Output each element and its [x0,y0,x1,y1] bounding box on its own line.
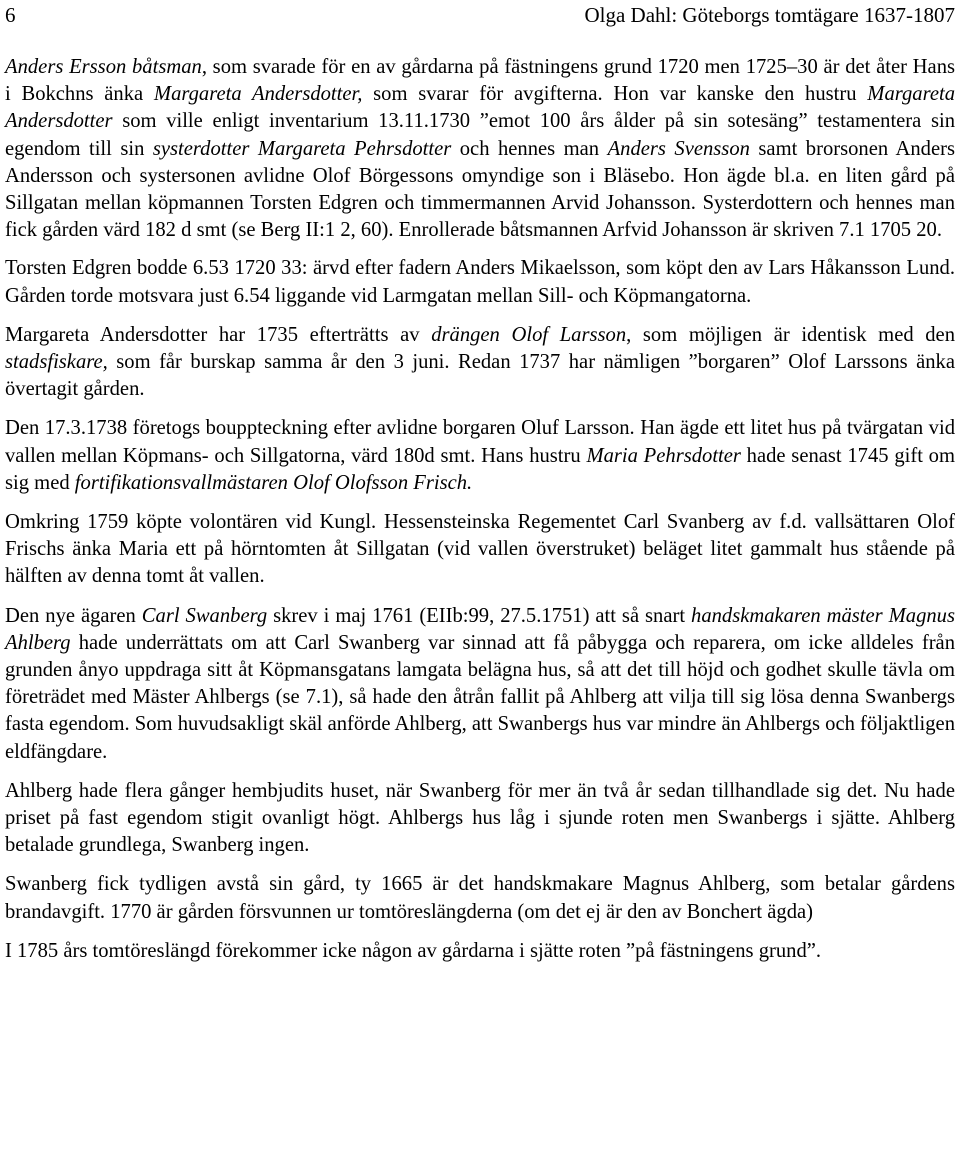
paragraph [5,871,955,925]
paragraph [5,54,955,244]
text-run: Den nye ägaren [5,604,142,627]
paragraph [5,938,955,965]
paragraph [5,415,955,497]
text-run: som svarar för avgifterna. Hon var kanske den hustru [362,83,868,106]
paragraph [5,778,955,860]
text-run: som får burskap samma år den 3 juni. Redan 1737 har nämligen ”borgaren” Olof Larssons änka övertagit gården. [5,351,955,401]
text-run: , som svarade för en av gårdarna på fästningens grund 1720 men 1725–30 är det åter Hans i Bokchns änka [5,56,956,106]
text-run: Torsten Edgren bodde 6.53 1720 33: ärvd efter fadern Anders Mikaelsson, som köpt den av Lars Håkansson Lund. Gården torde motsvara just 6.54 liggande vid Larmgatan mellan Sill- och Köpmangatorna. [5,257,955,307]
italic-text: systerdotter Margareta Pehrsdotter [152,137,452,160]
italic-text: Margareta Andersdotter, [153,83,363,106]
text-run: samt brorsonen Anders Andersson och systersonen avlidne Olof Börgessons omyndige son i Bläsebo. Hon ägde bl.a. en liten gård på Sillgatan mellan köpmannen Torsten Edgren och timmermannen Arvid Johansson. Systerdottern och hennes man fick gården värd 182 d smt (se Berg II:1 2, 60). Enrollerade båtsmannen Arfvid Johansson är skriven 7.1 1705 20. [5,137,955,242]
italic-text: handskmakaren mäster Magnus Ahlberg [5,604,955,654]
paragraph [5,322,955,404]
text-run: Swanberg fick tydligen avstå sin gård, ty 1665 är det handskmakare Magnus Ahlberg, som betalar gårdens brandavgift. 1770 är gården försvunnen ur tomtöreslängderna (om det ej är den av Bonchert ägda) [5,873,955,923]
text-run: I 1785 års tomtöreslängd förekommer icke någon av gårdarna i sjätte roten ”på fästningens grund”. [5,939,822,962]
text-run: som ville enligt inventarium 13.11.1730 ”emot 100 års ålder på sin sotesäng” testamentera sin egendom till sin [5,110,955,160]
paragraph [5,509,955,591]
text-run: Ahlberg hade flera gånger hembjudits huset, när Swanberg för mer än två år sedan tillhandlade sig det. Nu hade priset på fast egendom stigit ovanligt högt. Ahlbergs hus låg i sjunde roten men Swanbergs i sjätte. Ahlberg betalade grundlega, Swanberg ingen. [5,779,955,857]
paragraph [5,603,955,766]
text-run: hade senast 1745 gift om sig med [5,444,955,494]
page-number: 6 [5,3,16,27]
italic-text: Carl Swanberg [141,604,268,627]
text-run: Margareta Andersdotter har 1735 efterträtts av [5,323,432,346]
italic-text: Maria Pehrsdotter [586,444,741,467]
text-run: Den 17.3.1738 företogs bouppteckning efter avlidne borgaren Oluf Larsson. Han ägde ett litet hus på tvärgatan vid vallen mellan Köpmans- och Sillgatorna, värd 180d smt. Hans hustru [5,417,955,467]
text-run: , som möjligen är identisk med den [626,323,955,346]
text-run: Omkring 1759 köpte volontären vid Kungl. Hessensteinska Regementet Carl Svanberg av f.d. vallsättaren Olof Frischs änka Maria ett på hörntomten åt Sillgatan (vid vallen överstruket) beläget litet gammalt hus stående på hälften av denna tomt åt vallen. [5,511,955,588]
body-text [5,54,955,977]
italic-text: Margareta Andersdotter [5,83,956,133]
text-run: skrev i maj 1761 (EIIb:99, 27.5.1751) att så snart [267,604,692,627]
italic-text: fortifikationsvallmästaren Olof Olofsson Frisch. [74,471,473,494]
italic-text: Anders Ersson båtsman [5,56,202,78]
text-run: hade underrättats om att Carl Swanberg var sinnad att få påbygga och reparera, om icke alldeles från grunden ånyo uppdraga sitt åt Köpmansgatans lamgata belägna hus, så att det till höjd och godhet skulle tävla om företrädet med Mäster Ahlbergs (se 7.1), så hade den åtrån fallit på Ahlberg att vilja till sig lösa denna Swanbergs fasta egendom. Som huvudsakligt skäl anförde Ahlberg, att Swanbergs hus var mindre än Ahlbergs och följaktligen eldfängdare. [5,631,955,763]
italic-text: drängen Olof Larsson [431,323,627,346]
running-title: Olga Dahl: Göteborgs tomtägare 1637-1807 [584,3,955,27]
text-run: och hennes man [451,137,608,160]
italic-text: Anders Svensson [607,137,750,160]
paragraph [5,255,955,309]
running-header [5,0,955,30]
italic-text: stadsfiskare, [5,351,108,374]
